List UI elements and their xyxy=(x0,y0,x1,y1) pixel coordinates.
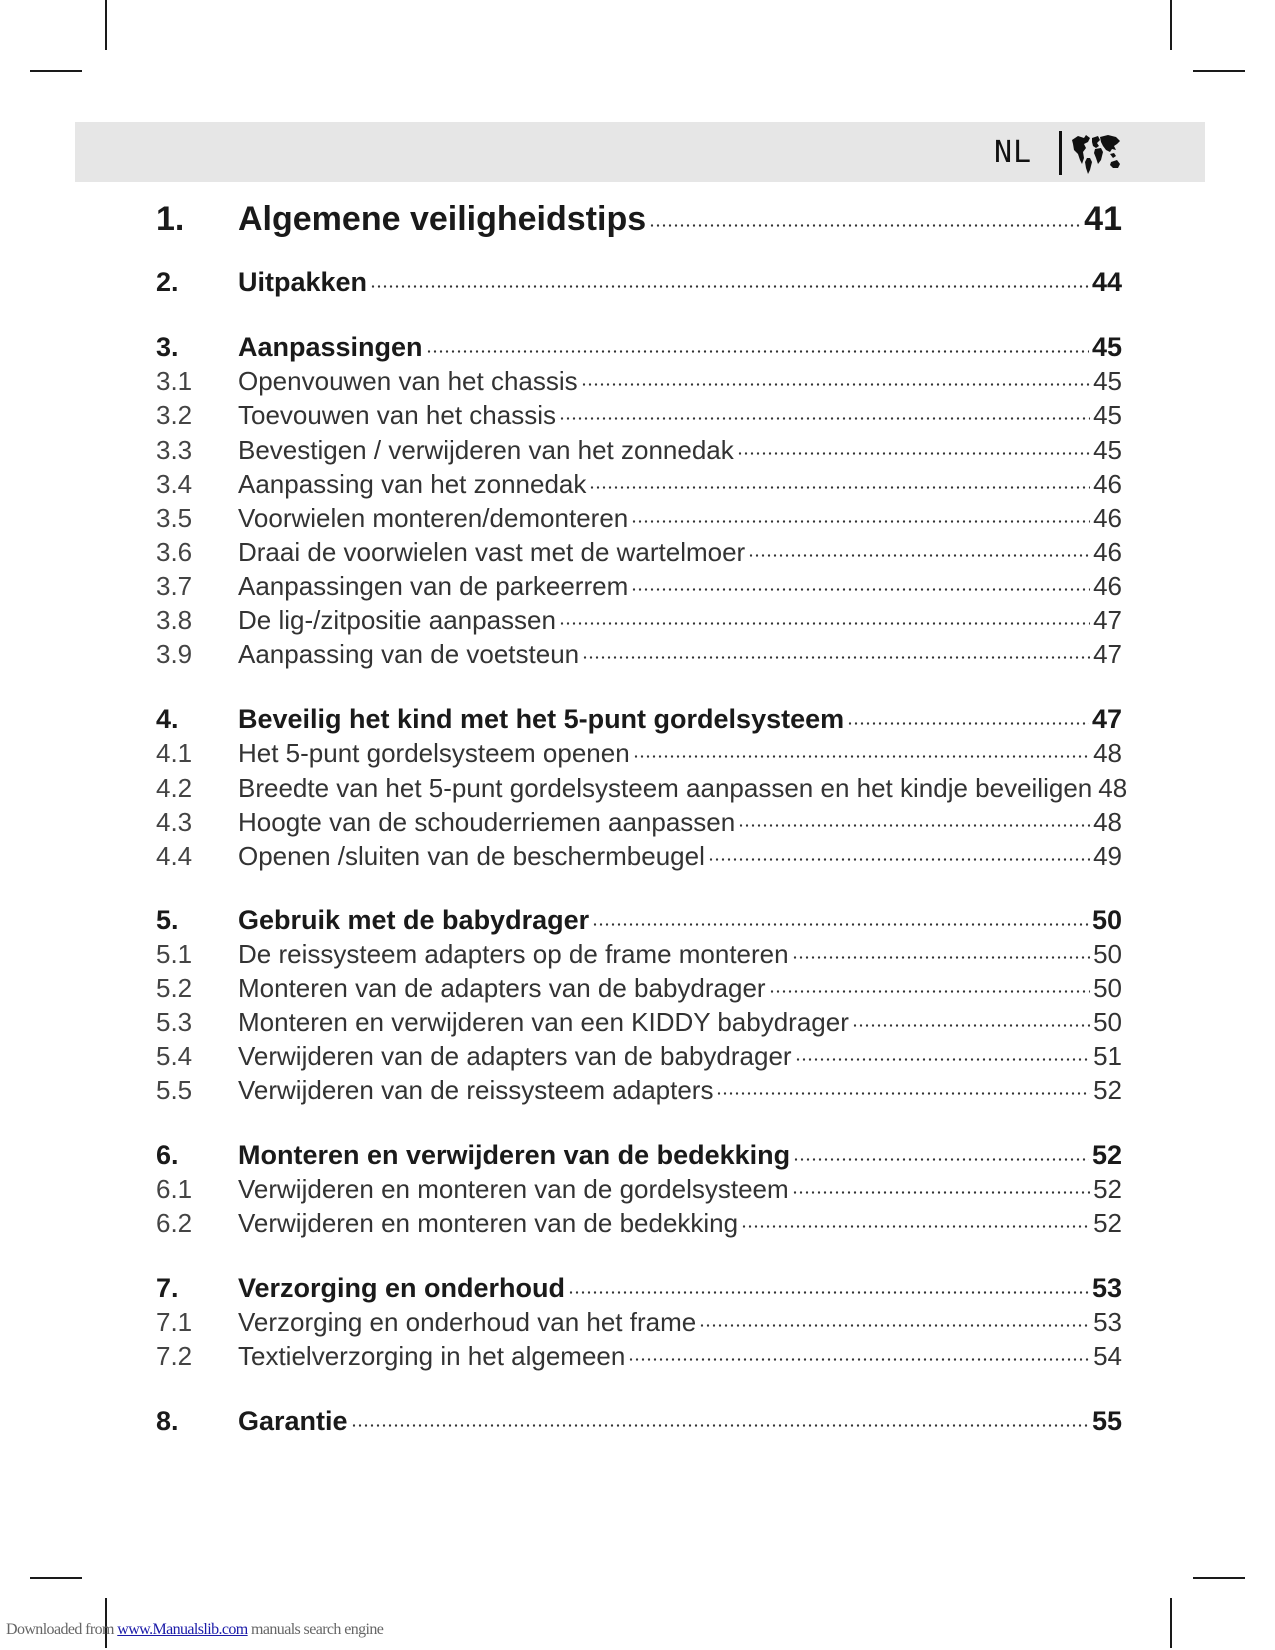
toc-entry-number: 7.2 xyxy=(156,1341,193,1371)
toc-entry-page: 55 xyxy=(1091,1406,1122,1436)
toc-dot-leader xyxy=(589,486,1090,489)
toc-entry-title: Verwijderen van de adapters van de babydrager xyxy=(238,1041,792,1071)
toc-dot-leader xyxy=(631,588,1090,591)
toc-entry-number: 6. xyxy=(156,1140,179,1170)
toc-entry-number: 1. xyxy=(156,200,185,238)
toc-entry[interactable] xyxy=(156,537,1122,568)
toc-entry-title: Het 5-punt gordelsysteem openen xyxy=(238,738,630,768)
toc-dot-leader xyxy=(568,1291,1089,1294)
footer-prefix: Downloaded from xyxy=(6,1621,118,1638)
toc-entry-number: 3.6 xyxy=(156,537,193,567)
toc-entry-number: 6.1 xyxy=(156,1174,193,1204)
toc-entry[interactable] xyxy=(156,1041,1122,1072)
toc-dot-leader xyxy=(370,285,1089,288)
toc-entry[interactable] xyxy=(156,469,1122,500)
toc-entry-title: Verzorging en onderhoud van het frame xyxy=(238,1307,697,1337)
toc-dot-leader xyxy=(852,1024,1090,1027)
toc-dot-leader xyxy=(426,350,1089,353)
toc-entry-page: 47 xyxy=(1093,605,1122,635)
toc-entry-number: 7. xyxy=(156,1273,179,1303)
toc-entry-title: Algemene veiligheidstips xyxy=(238,200,647,238)
toc-entry-title: Bevestigen / verwijderen van het zonnedak xyxy=(238,435,734,465)
toc-entry[interactable] xyxy=(156,704,1122,735)
toc-entry-title: Aanpassing van de voetsteun xyxy=(238,639,580,669)
toc-dot-leader xyxy=(351,1424,1089,1427)
toc-entry-title: Verwijderen van de reissysteem adapters xyxy=(238,1075,714,1105)
toc-entry-number: 5.1 xyxy=(156,939,193,969)
toc-entry-page: 52 xyxy=(1093,1075,1122,1105)
toc-dot-leader xyxy=(592,923,1089,926)
toc-dot-leader xyxy=(559,417,1090,420)
toc-entry-number: 5.3 xyxy=(156,1007,193,1037)
toc-entry-title: Monteren en verwijderen van de bedekking xyxy=(238,1140,791,1170)
toc-entry-title: Draai de voorwielen vast met de wartelmoer xyxy=(238,537,746,567)
toc-entry[interactable] xyxy=(156,639,1122,670)
toc-entry-number: 8. xyxy=(156,1406,179,1436)
toc-entry-page: 48 xyxy=(1093,738,1122,768)
toc-entry-number: 3.4 xyxy=(156,469,193,499)
toc-dot-leader xyxy=(708,858,1090,861)
toc-entry-page: 48 xyxy=(1098,773,1128,803)
toc-dot-leader xyxy=(582,656,1090,659)
toc-entry[interactable] xyxy=(156,841,1122,872)
toc-entry-page: 46 xyxy=(1093,571,1122,601)
toc-entry-number: 5.2 xyxy=(156,973,193,1003)
toc-entry[interactable] xyxy=(156,738,1122,769)
toc-entry-page: 50 xyxy=(1093,939,1122,969)
toc-entry-title: Verwijderen en monteren van de gordelsysteem xyxy=(238,1174,789,1204)
toc-entry[interactable] xyxy=(156,1208,1122,1239)
toc-dot-leader xyxy=(633,755,1090,758)
toc-entry[interactable] xyxy=(156,1007,1122,1038)
toc-entry-number: 6.2 xyxy=(156,1208,193,1238)
toc-dot-leader xyxy=(699,1324,1090,1327)
toc-dot-leader xyxy=(738,824,1090,827)
toc-entry-number: 3.9 xyxy=(156,639,193,669)
toc-entry-number: 3.3 xyxy=(156,435,193,465)
toc-entry-page: 47 xyxy=(1093,639,1122,669)
toc-entry-page: 46 xyxy=(1093,537,1122,567)
toc-entry-number: 4.3 xyxy=(156,807,193,837)
toc-dot-leader xyxy=(793,1158,1089,1161)
toc-entry-page: 45 xyxy=(1093,366,1122,396)
toc-entry-number: 3.5 xyxy=(156,503,193,533)
toc-entry[interactable] xyxy=(156,366,1122,397)
toc-entry-title: Openen /sluiten van de beschermbeugel xyxy=(238,841,705,871)
toc-entry-number: 4. xyxy=(156,704,179,734)
toc-entry-title: Toevouwen van het chassis xyxy=(238,400,556,430)
toc-entry-number: 3.7 xyxy=(156,571,193,601)
toc-entry-page: 45 xyxy=(1091,332,1122,362)
toc-entry-title: Monteren van de adapters van de babydrager xyxy=(238,973,766,1003)
toc-entry[interactable] xyxy=(156,332,1122,363)
toc-entry-title: Verzorging en onderhoud xyxy=(238,1273,566,1303)
toc-entry[interactable] xyxy=(156,200,1122,239)
toc-dot-leader xyxy=(716,1092,1090,1095)
toc-dot-leader xyxy=(581,383,1090,386)
toc-entry-title: Beveilig het kind met het 5-punt gordelsysteem xyxy=(238,704,845,734)
toc-dot-leader xyxy=(737,452,1090,455)
toc-entry-number: 4.4 xyxy=(156,841,193,871)
toc-entry[interactable] xyxy=(156,973,1122,1004)
footer-suffix: manuals search engine xyxy=(247,1621,384,1638)
toc-entry-number: 2. xyxy=(156,267,179,297)
toc-entry-title: De reissysteem adapters op de frame monteren xyxy=(238,939,789,969)
toc-entry[interactable] xyxy=(156,1406,1122,1437)
toc-entry[interactable] xyxy=(156,400,1122,431)
download-footer xyxy=(6,1621,383,1639)
toc-entry-page: 51 xyxy=(1093,1041,1122,1071)
toc-entry[interactable] xyxy=(156,435,1122,466)
toc-entry-page: 46 xyxy=(1093,503,1122,533)
toc-entry-page: 49 xyxy=(1093,841,1122,871)
toc-entry-title: Aanpassing van het zonnedak xyxy=(238,469,587,499)
toc-entry-number: 5. xyxy=(156,905,179,935)
toc-dot-leader xyxy=(628,1358,1090,1361)
toc-entry[interactable] xyxy=(156,1273,1122,1304)
toc-entry[interactable] xyxy=(156,1307,1122,1338)
toc-entry[interactable] xyxy=(156,605,1122,636)
toc-dot-leader xyxy=(741,1225,1090,1228)
toc-entry-page: 54 xyxy=(1093,1341,1122,1371)
toc-entry-page: 47 xyxy=(1091,704,1122,734)
toc-entry-title: Aanpassingen van de parkeerrem xyxy=(238,571,629,601)
toc-entry[interactable] xyxy=(156,939,1122,970)
toc-entry-title: Aanpassingen xyxy=(238,332,423,362)
toc-dot-leader xyxy=(748,554,1090,557)
toc-entry-title: Openvouwen van het chassis xyxy=(238,366,578,396)
toc-entry[interactable] xyxy=(156,1174,1122,1205)
toc-entry-page: 52 xyxy=(1093,1208,1122,1238)
toc-entry-number: 4.1 xyxy=(156,738,193,768)
toc-dot-leader xyxy=(769,990,1090,993)
toc-dot-leader xyxy=(795,1058,1090,1061)
toc-entry-page: 48 xyxy=(1093,807,1122,837)
toc-entry[interactable] xyxy=(156,571,1122,602)
toc-entry[interactable] xyxy=(156,905,1122,936)
toc-entry-title: Gebruik met de babydrager xyxy=(238,905,590,935)
manualslib-link[interactable]: www.Manualslib.com xyxy=(117,1621,248,1638)
toc-dot-leader xyxy=(792,1191,1090,1194)
language-code: NL xyxy=(994,135,1033,170)
toc-entry-page: 50 xyxy=(1093,1007,1122,1037)
toc-entry-page: 50 xyxy=(1093,973,1122,1003)
toc-entry-title: Monteren en verwijderen van een KIDDY babydrager xyxy=(238,1007,849,1037)
toc-entry-number: 3.1 xyxy=(156,366,193,396)
toc-entry[interactable] xyxy=(156,1140,1122,1171)
toc-entry-number: 5.4 xyxy=(156,1041,193,1071)
toc-entry-page: 44 xyxy=(1091,267,1122,297)
toc-entry-page: 50 xyxy=(1091,905,1122,935)
toc-entry-page: 52 xyxy=(1093,1174,1122,1204)
toc-dot-leader xyxy=(649,224,1081,227)
toc-entry-title: Voorwielen monteren/demonteren xyxy=(238,503,629,533)
toc-entry[interactable] xyxy=(156,1075,1122,1106)
toc-entry-number: 7.1 xyxy=(156,1307,193,1337)
toc-dot-leader xyxy=(559,622,1090,625)
toc-entry-number: 5.5 xyxy=(156,1075,193,1105)
toc-entry-number: 3. xyxy=(156,332,179,362)
toc-entry-title: Textielverzorging in het algemeen xyxy=(238,1341,626,1371)
toc-entry-number: 4.2 xyxy=(156,773,193,803)
toc-dot-leader xyxy=(847,722,1089,725)
toc-entry-page: 45 xyxy=(1093,400,1122,430)
toc-entry-page: 53 xyxy=(1093,1307,1122,1337)
toc-entry-title: Breedte van het 5-punt gordelsysteem aanpassen en het kindje beveiligen xyxy=(238,773,1093,803)
toc-entry-page: 41 xyxy=(1084,200,1122,238)
toc-entry[interactable] xyxy=(156,807,1122,838)
toc-entry[interactable] xyxy=(156,503,1122,534)
toc-entry[interactable] xyxy=(156,1341,1122,1372)
toc-entry[interactable] xyxy=(156,773,1128,804)
toc-entry-number: 3.2 xyxy=(156,400,193,430)
toc-entry-title: Garantie xyxy=(238,1406,348,1436)
toc-entry-page: 45 xyxy=(1093,435,1122,465)
toc-entry-page: 53 xyxy=(1091,1273,1122,1303)
toc-entry-title: Uitpakken xyxy=(238,267,368,297)
toc-entry[interactable] xyxy=(156,267,1122,298)
toc-entry-number: 3.8 xyxy=(156,605,193,635)
toc-dot-leader xyxy=(792,956,1090,959)
toc-entry-title: Hoogte van de schouderriemen aanpassen xyxy=(238,807,736,837)
toc-dot-leader xyxy=(631,520,1090,523)
toc-entry-page: 52 xyxy=(1091,1140,1122,1170)
toc-entry-title: Verwijderen en monteren van de bedekking xyxy=(238,1208,739,1238)
toc-entry-page: 46 xyxy=(1093,469,1122,499)
toc-entry-title: De lig-/zitpositie aanpassen xyxy=(238,605,556,635)
